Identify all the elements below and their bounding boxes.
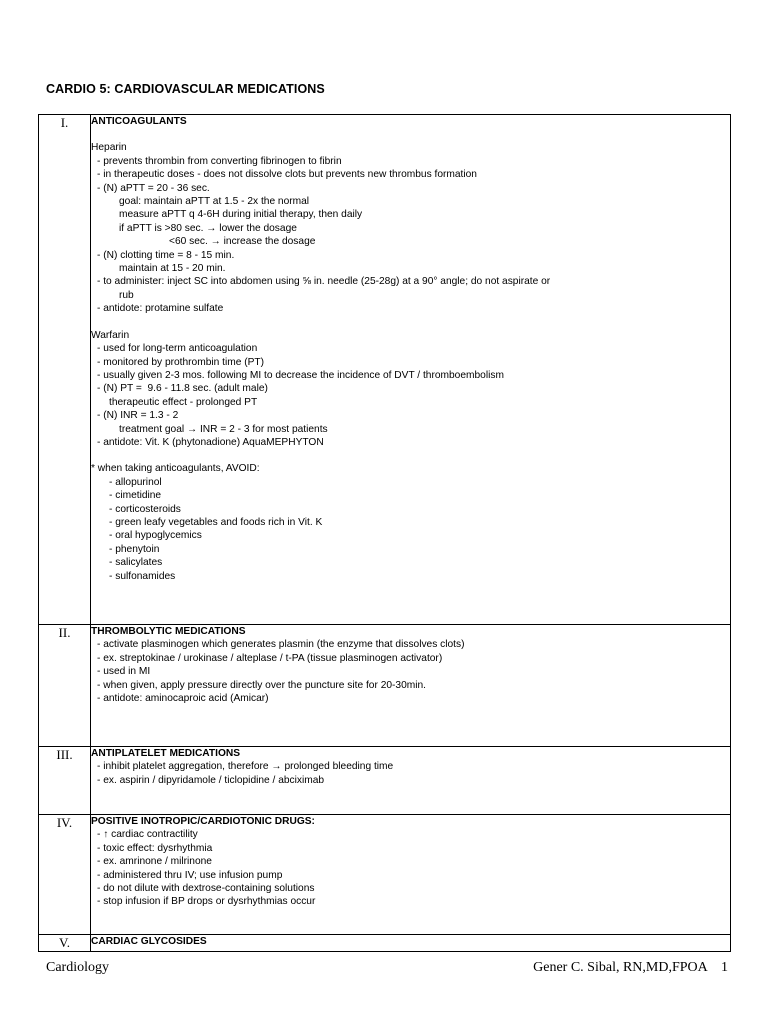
list-item: - inhibit platelet aggregation, therefore → prolonged bleeding time bbox=[97, 761, 394, 773]
list-item: measure aPTT q 4-6H during initial therapy, then daily bbox=[119, 209, 363, 221]
page-title: CARDIO 5: CARDIOVASCULAR MEDICATIONS bbox=[46, 82, 325, 96]
section-content bbox=[91, 815, 731, 935]
list-item: - in therapeutic doses - does not dissolve clots but prevents new thrombus formation bbox=[97, 169, 477, 181]
section-content bbox=[91, 747, 731, 815]
section-row-glycosides bbox=[39, 935, 731, 952]
list-item: - stop infusion if BP drops or dysrhythmias occur bbox=[97, 896, 316, 908]
list-item: - ex. amrinone / milrinone bbox=[97, 856, 212, 868]
list-item: - prevents thrombin from converting fibrinogen to fibrin bbox=[97, 155, 342, 167]
list-item: - antidote: aminocaproic acid (Amicar) bbox=[97, 693, 269, 705]
section-heading: POSITIVE INOTROPIC/CARDIOTONIC DRUGS: bbox=[91, 816, 315, 827]
list-item: - oral hypoglycemics bbox=[109, 530, 202, 542]
list-item: - corticosteroids bbox=[109, 503, 181, 515]
list-item: treatment goal → INR = 2 - 3 for most patients bbox=[119, 423, 328, 435]
list-item: - monitored by prothrombin time (PT) bbox=[97, 356, 265, 368]
list-item: rub bbox=[119, 289, 134, 301]
section-heading: ANTIPLATELET MEDICATIONS bbox=[91, 748, 241, 759]
section-heading: CARDIAC GLYCOSIDES bbox=[91, 936, 207, 947]
list-item: - antidote: Vit. K (phytonadione) AquaMEPHYTON bbox=[97, 436, 324, 448]
list-item: - green leafy vegetables and foods rich in Vit. K bbox=[109, 516, 323, 528]
list-item: if aPTT is >80 sec. → lower the dosage bbox=[119, 222, 297, 234]
list-item: - ex. aspirin / dipyridamole / ticlopidine / abciximab bbox=[97, 774, 325, 786]
section-numeral: II. bbox=[39, 625, 91, 747]
drug-name-heparin: Heparin bbox=[91, 142, 127, 154]
footer-right: Gener C. Sibal, RN,MD,FPOA 1 bbox=[533, 960, 728, 975]
list-item: - administered thru IV; use infusion pump bbox=[97, 869, 283, 881]
section-content bbox=[91, 115, 731, 625]
list-item: - do not dilute with dextrose-containing solutions bbox=[97, 883, 315, 895]
section-numeral: V. bbox=[39, 935, 91, 952]
list-item: - phenytoin bbox=[109, 543, 160, 555]
avoid-intro: * when taking anticoagulants, AVOID: bbox=[91, 463, 260, 475]
section-row-anticoagulants bbox=[39, 115, 731, 625]
section-numeral: I. bbox=[39, 115, 91, 625]
list-item: - to administer: inject SC into abdomen using ⅝ in. needle (25-28g) at a 90° angle; do not aspirate or bbox=[97, 276, 551, 288]
list-item: - (N) aPTT = 20 - 36 sec. bbox=[97, 182, 210, 194]
list-item: - ↑ cardiac contractility bbox=[97, 829, 198, 841]
section-content bbox=[91, 935, 731, 952]
section-row-thrombolytic bbox=[39, 625, 731, 747]
list-item: - antidote: protamine sulfate bbox=[97, 303, 224, 315]
section-content bbox=[91, 625, 731, 747]
drug-name-warfarin: Warfarin bbox=[91, 329, 130, 341]
list-item: - salicylates bbox=[109, 557, 163, 569]
list-item: - (N) PT = 9.6 - 11.8 sec. (adult male) bbox=[97, 383, 268, 395]
list-item: therapeutic effect - prolonged PT bbox=[109, 396, 258, 408]
list-item: - ex. streptokinae / urokinase / alteplase / t-PA (tissue plasminogen activator) bbox=[97, 652, 443, 664]
list-item: - (N) clotting time = 8 - 15 min. bbox=[97, 249, 235, 261]
list-item: - used for long-term anticoagulation bbox=[97, 343, 258, 355]
list-item: - toxic effect: dysrhythmia bbox=[97, 842, 213, 854]
list-item: goal: maintain aPTT at 1.5 - 2x the normal bbox=[119, 196, 310, 208]
section-heading: THROMBOLYTIC MEDICATIONS bbox=[91, 626, 246, 637]
list-item: - (N) INR = 1.3 - 2 bbox=[97, 410, 179, 422]
list-item: - cimetidine bbox=[109, 490, 162, 502]
list-item: maintain at 15 - 20 min. bbox=[119, 263, 226, 275]
list-item: <60 sec. → increase the dosage bbox=[169, 236, 316, 248]
medications-table bbox=[38, 114, 731, 952]
section-row-inotropic bbox=[39, 815, 731, 935]
footer-left: Cardiology bbox=[46, 960, 109, 975]
list-item: - activate plasminogen which generates plasmin (the enzyme that dissolves clots) bbox=[97, 639, 465, 651]
section-numeral: IV. bbox=[39, 815, 91, 935]
section-row-antiplatelet bbox=[39, 747, 731, 815]
list-item: - when given, apply pressure directly over the puncture site for 20-30min. bbox=[97, 679, 426, 691]
list-item: - usually given 2-3 mos. following MI to decrease the incidence of DVT / thromboembolism bbox=[97, 369, 504, 381]
list-item: - used in MI bbox=[97, 666, 151, 678]
section-heading: ANTICOAGULANTS bbox=[91, 116, 187, 127]
list-item: - allopurinol bbox=[109, 476, 162, 488]
list-item: - sulfonamides bbox=[109, 570, 176, 582]
section-numeral: III. bbox=[39, 747, 91, 815]
